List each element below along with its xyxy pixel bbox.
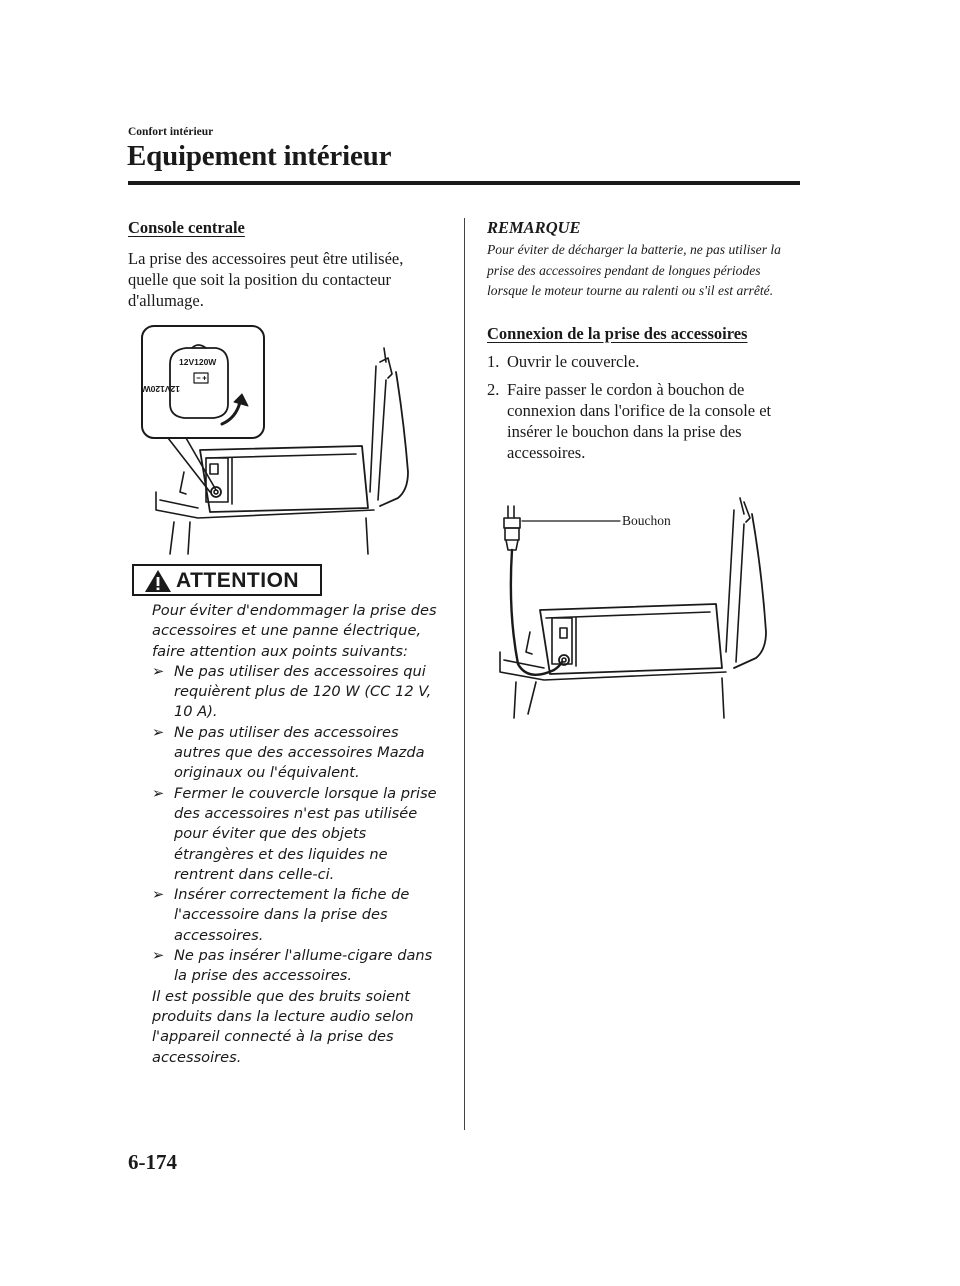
header-rule: [128, 181, 800, 185]
arrow-bullet-icon: ➢: [152, 723, 165, 741]
step-number: 1.: [487, 351, 500, 371]
step-item: [487, 379, 802, 463]
step-text: Faire passer le cordon à bouchon de connexion dans l'orifice de la console et insérer le bouchon dans la prise des accessoires.: [507, 379, 772, 462]
chapter-title: Equipement intérieur: [127, 140, 392, 172]
attention-intro: Pour éviter d'endommager la prise des accessoires et une panne électrique, faire attention aux points suivants:: [152, 602, 437, 660]
attention-bullet: [152, 723, 447, 784]
attention-bullet: [152, 946, 447, 987]
attention-bullet-text: Ne pas utiliser des accessoires qui requièrent plus de 120 W (CC 12 V, 10 A).: [174, 662, 432, 721]
step-text: Ouvrir le couvercle.: [507, 351, 640, 371]
column-divider: [464, 218, 465, 1130]
note-title: REMARQUE: [487, 218, 581, 237]
steps-list: [487, 351, 802, 463]
arrow-bullet-icon: ➢: [152, 662, 165, 680]
inset-frame: [142, 326, 264, 438]
right-column: [487, 218, 802, 463]
inset-label-bottom: 12V120W: [142, 384, 180, 394]
attention-body: [152, 601, 447, 1068]
attention-label: ATTENTION: [176, 569, 300, 592]
attention-bullet: [152, 662, 447, 723]
attention-bullet-text: Ne pas insérer l'allume-cigare dans la prise des accessoires.: [174, 947, 433, 985]
console-socket-illustration: [140, 322, 440, 562]
left-column: [128, 218, 446, 311]
attention-bullet: [152, 784, 447, 885]
section-title-connexion: Connexion de la prise des accessoires: [487, 323, 748, 343]
attention-bullet: [152, 885, 447, 946]
warning-triangle-icon: [144, 569, 172, 593]
step-number: 2.: [487, 379, 500, 399]
attention-bullet-text: Fermer le couvercle lorsque la prise des accessoires n'est pas utilisée pour éviter que des objets étrangères et des liquides ne rentrent dans celle-ci.: [174, 784, 437, 883]
arrow-bullet-icon: ➢: [152, 886, 165, 904]
inset-label-top: 12V120W: [179, 357, 217, 367]
attention-bullet-text: Ne pas utiliser des accessoires autres que des accessoires Mazda originaux ou l'équivalent.: [174, 723, 425, 782]
arrow-bullet-icon: ➢: [152, 947, 165, 965]
attention-banner: [132, 564, 322, 596]
intro-paragraph: La prise des accessoires peut être utilisée, quelle que soit la position du contacteur d'allumage.: [128, 249, 404, 310]
section-title-console: Console centrale: [128, 218, 245, 237]
page-number: 6-174: [128, 1150, 177, 1174]
arrow-bullet-icon: ➢: [152, 784, 165, 802]
attention-outro: Il est possible que des bruits soient produits dans la lecture audio selon l'appareil connecté à la prise des accessoires.: [152, 987, 414, 1066]
attention-bullet-text: Insérer correctement la fiche de l'accessoire dans la prise des accessoires.: [174, 886, 410, 944]
figure-callout-bouchon: Bouchon: [622, 513, 671, 528]
note-body: Pour éviter de décharger la batterie, ne pas utiliser la prise des accessoires pendant de longues périodes lorsque le moteur tourne au ralenti ou s'il est arrêté.: [487, 242, 781, 298]
breadcrumb: Confort intérieur: [128, 126, 214, 138]
step-item: [487, 351, 802, 372]
